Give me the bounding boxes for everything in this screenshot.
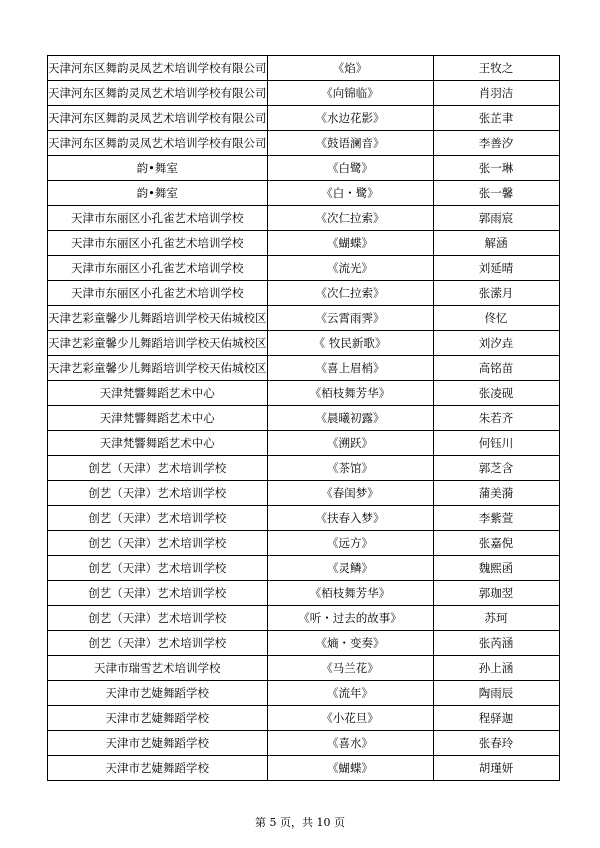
org-cell: 创艺（天津）艺术培训学校	[48, 481, 268, 506]
name-cell: 李善汐	[433, 131, 559, 156]
org-cell: 天津市东丽区小孔雀艺术培训学校	[48, 231, 268, 256]
name-cell: 解涵	[433, 231, 559, 256]
org-cell: 创艺（天津）艺术培训学校	[48, 456, 268, 481]
org-cell: 天津河东区舞韵灵凤艺术培训学校有限公司	[48, 106, 268, 131]
table-row	[48, 431, 560, 456]
name-cell: 陶雨辰	[433, 681, 559, 706]
work-cell: 《小花旦》	[267, 706, 433, 731]
org-cell: 天津市艺婕舞蹈学校	[48, 731, 268, 756]
name-cell: 刘汐垚	[433, 331, 559, 356]
org-cell: 天津河东区舞韵灵凤艺术培训学校有限公司	[48, 131, 268, 156]
work-cell: 《 牧民新歌》	[267, 331, 433, 356]
table-row	[48, 131, 560, 156]
org-cell: 天津市艺婕舞蹈学校	[48, 706, 268, 731]
table-row	[48, 181, 560, 206]
table-row	[48, 681, 560, 706]
name-cell: 程驿迦	[433, 706, 559, 731]
work-cell: 《茶馆》	[267, 456, 433, 481]
org-cell: 天津河东区舞韵灵凤艺术培训学校有限公司	[48, 56, 268, 81]
name-cell: 李紫萱	[433, 506, 559, 531]
table-row	[48, 206, 560, 231]
work-cell: 《流光》	[267, 256, 433, 281]
name-cell: 张春玲	[433, 731, 559, 756]
work-cell: 《晨曦初露》	[267, 406, 433, 431]
work-cell: 《水边花影》	[267, 106, 433, 131]
name-cell: 张芮涵	[433, 631, 559, 656]
page-footer: 第 5 页，共 10 页	[255, 816, 345, 829]
org-cell: 创艺（天津）艺术培训学校	[48, 606, 268, 631]
org-cell: 天津梵響舞蹈艺术中心	[48, 381, 268, 406]
org-cell: 天津梵響舞蹈艺术中心	[48, 406, 268, 431]
table-row	[48, 381, 560, 406]
name-cell: 张一琳	[433, 156, 559, 181]
work-cell: 《蝴蝶》	[267, 231, 433, 256]
work-cell: 《听・过去的故事》	[267, 606, 433, 631]
name-cell: 肖羽洁	[433, 81, 559, 106]
results-table	[47, 55, 560, 781]
name-cell: 刘延晴	[433, 256, 559, 281]
name-cell: 张潆月	[433, 281, 559, 306]
org-cell: 天津市东丽区小孔雀艺术培训学校	[48, 281, 268, 306]
table-row	[48, 756, 560, 781]
org-cell: 天津市东丽区小孔雀艺术培训学校	[48, 256, 268, 281]
org-cell: 天津市艺婕舞蹈学校	[48, 681, 268, 706]
name-cell: 张一馨	[433, 181, 559, 206]
work-cell: 《云霄雨霁》	[267, 306, 433, 331]
name-cell: 蒲美漪	[433, 481, 559, 506]
name-cell: 郭雨宸	[433, 206, 559, 231]
work-cell: 《蝴蝶》	[267, 756, 433, 781]
name-cell: 张芷聿	[433, 106, 559, 131]
name-cell: 孙上涵	[433, 656, 559, 681]
name-cell: 胡瑾妍	[433, 756, 559, 781]
table-row	[48, 581, 560, 606]
table-row	[48, 306, 560, 331]
work-cell: 《远方》	[267, 531, 433, 556]
table-row	[48, 256, 560, 281]
name-cell: 郭珈翌	[433, 581, 559, 606]
table-row	[48, 606, 560, 631]
org-cell: 天津市艺婕舞蹈学校	[48, 756, 268, 781]
org-cell: 创艺（天津）艺术培训学校	[48, 506, 268, 531]
name-cell: 高铭苗	[433, 356, 559, 381]
org-cell: 天津艺彩童馨少儿舞蹈培训学校天佑城校区	[48, 331, 268, 356]
name-cell: 张嘉倪	[433, 531, 559, 556]
org-cell: 天津梵響舞蹈艺术中心	[48, 431, 268, 456]
work-cell: 《白・鹭》	[267, 181, 433, 206]
org-cell: 韵•舞室	[48, 181, 268, 206]
table-row	[48, 531, 560, 556]
name-cell: 苏珂	[433, 606, 559, 631]
results-table-body	[48, 56, 560, 781]
org-cell: 创艺（天津）艺术培训学校	[48, 581, 268, 606]
work-cell: 《向锦临》	[267, 81, 433, 106]
work-cell: 《白鹭》	[267, 156, 433, 181]
work-cell: 《栢枝舞芳华》	[267, 381, 433, 406]
work-cell: 《焰》	[267, 56, 433, 81]
name-cell: 郭芝含	[433, 456, 559, 481]
name-cell: 魏熙函	[433, 556, 559, 581]
org-cell: 天津市东丽区小孔雀艺术培训学校	[48, 206, 268, 231]
name-cell: 朱若齐	[433, 406, 559, 431]
org-cell: 天津河东区舞韵灵凤艺术培训学校有限公司	[48, 81, 268, 106]
org-cell: 天津市瑞雪艺术培训学校	[48, 656, 268, 681]
work-cell: 《次仁拉索》	[267, 281, 433, 306]
table-row	[48, 656, 560, 681]
work-cell: 《扶春入梦》	[267, 506, 433, 531]
org-cell: 天津艺彩童馨少儿舞蹈培训学校天佑城校区	[48, 356, 268, 381]
name-cell: 何钰川	[433, 431, 559, 456]
table-row	[48, 406, 560, 431]
org-cell: 创艺（天津）艺术培训学校	[48, 556, 268, 581]
work-cell: 《溯跃》	[267, 431, 433, 456]
name-cell: 张凌砚	[433, 381, 559, 406]
table-row	[48, 706, 560, 731]
work-cell: 《马兰花》	[267, 656, 433, 681]
work-cell: 《喜水》	[267, 731, 433, 756]
table-row	[48, 106, 560, 131]
work-cell: 《鼓语澜音》	[267, 131, 433, 156]
org-cell: 创艺（天津）艺术培训学校	[48, 631, 268, 656]
table-row	[48, 631, 560, 656]
table-row	[48, 556, 560, 581]
table-row	[48, 281, 560, 306]
table-row	[48, 456, 560, 481]
table-row	[48, 731, 560, 756]
work-cell: 《栢枝舞芳华》	[267, 581, 433, 606]
table-row	[48, 231, 560, 256]
work-cell: 《喜上眉梢》	[267, 356, 433, 381]
table-row	[48, 331, 560, 356]
table-row	[48, 81, 560, 106]
work-cell: 《流年》	[267, 681, 433, 706]
work-cell: 《熵・变奏》	[267, 631, 433, 656]
org-cell: 韵•舞室	[48, 156, 268, 181]
org-cell: 创艺（天津）艺术培训学校	[48, 531, 268, 556]
name-cell: 佟忆	[433, 306, 559, 331]
table-row	[48, 481, 560, 506]
table-row	[48, 156, 560, 181]
org-cell: 天津艺彩童馨少儿舞蹈培训学校天佑城校区	[48, 306, 268, 331]
work-cell: 《春闺梦》	[267, 481, 433, 506]
table-row	[48, 506, 560, 531]
work-cell: 《灵鳞》	[267, 556, 433, 581]
table-row	[48, 56, 560, 81]
table-row	[48, 356, 560, 381]
work-cell: 《次仁拉索》	[267, 206, 433, 231]
name-cell: 王牧之	[433, 56, 559, 81]
